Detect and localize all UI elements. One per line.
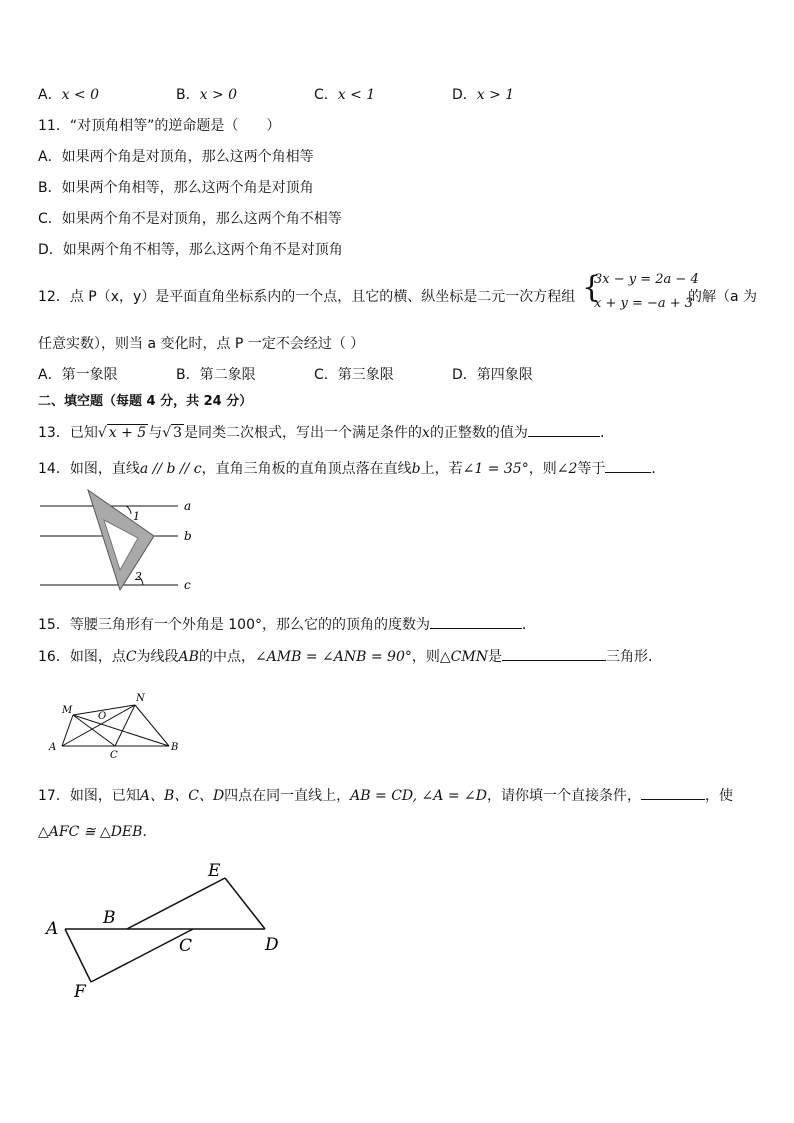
label-c: c — [184, 578, 191, 592]
q13: 13．已知√ x + 5 与√ 3 是同类二次根式，写出一个满足条件的x的正整数的值为 ． — [38, 422, 614, 442]
q12-option-d: D．第四象限 — [452, 367, 533, 383]
label-a: a — [184, 499, 192, 513]
q10-option-b: B．x > 0 — [176, 87, 238, 103]
label-angle-2: 2 — [135, 570, 142, 583]
line-ED — [225, 878, 265, 929]
q11-option-c: C．如果两个角不是对顶角，那么这两个角不相等 — [38, 211, 342, 227]
q17-line1: 17．如图，已知A、B、C、D四点在同一直线上，AB = CD, ∠A = ∠D，请你填一个直接条件， ，使 — [38, 785, 733, 805]
q17-answer-blank[interactable] — [641, 785, 705, 800]
label-B: B — [103, 908, 116, 928]
label-C: C — [110, 750, 118, 760]
label-A: A — [46, 919, 59, 939]
line-BE — [127, 878, 225, 929]
q10-option-c: C．x < 1 — [314, 87, 376, 103]
triangle-ruler-hole — [113, 534, 129, 550]
q13-sqrt-3: √ 3 — [162, 425, 183, 441]
q12-stem-a: 12．点 P（x，y）是平面直角坐标系内的一个点，且它的横、纵坐标是二元一次方程组 — [38, 289, 576, 305]
label-F: F — [74, 982, 86, 1002]
q17-figure — [36, 856, 296, 1006]
q12-brace: { — [582, 270, 602, 305]
label-E: E — [208, 861, 221, 881]
q12-option-a: A．第一象限 — [38, 367, 118, 383]
angle-1-arc — [126, 506, 131, 514]
q10-option-d: D．x > 1 — [452, 87, 515, 103]
q14-figure — [30, 484, 205, 594]
q15: 15．等腰三角形有一个外角是 100°，那么它的的顶角的度数为 ． — [38, 614, 536, 634]
label-b: b — [184, 529, 192, 543]
q16-answer-blank[interactable] — [502, 646, 606, 661]
q13-sqrt-x5: √ x + 5 — [97, 425, 147, 441]
q12-eq2: x + y = −a + 3 — [594, 296, 694, 311]
q14: 14．如图，直线a // b // c，直角三角板的直角顶点落在直线b上，若∠1 = 35°，则∠2等于 ． — [38, 458, 665, 478]
q11-option-d: D．如果两个角不相等，那么这两个角不是对顶角 — [38, 242, 343, 258]
q11-option-b: B．如果两个角相等，那么这两个角是对顶角 — [38, 180, 314, 196]
q11-stem: 11．“对顶角相等”的逆命题是（ ） — [38, 118, 281, 134]
q12-stem-b: 的解（a 为 — [688, 289, 758, 305]
label-M: M — [62, 705, 73, 716]
label-B: B — [171, 742, 179, 753]
label-A: A — [49, 742, 57, 753]
q17-line2: △AFC ≅ △DEB． — [38, 824, 157, 840]
q12-option-b: B．第二象限 — [176, 367, 256, 383]
q15-answer-blank[interactable] — [430, 614, 522, 629]
label-angle-1: 1 — [133, 510, 140, 523]
q14-answer-blank[interactable] — [605, 458, 651, 473]
line-AF — [65, 929, 91, 982]
q13-answer-blank[interactable] — [528, 422, 600, 437]
section-heading: 二、填空题（每题 4 分，共 24 分） — [38, 394, 253, 409]
q11-option-a: A．如果两个角是对顶角，那么这两个角相等 — [38, 149, 314, 165]
q10-option-a: A．x < 0 — [38, 87, 100, 103]
label-C: C — [179, 936, 193, 956]
label-N: N — [136, 693, 145, 704]
q16-figure — [44, 688, 184, 760]
line-FC — [91, 929, 193, 982]
q12-stem-c: 任意实数），则当 a 变化时，点 P 一定不会经过（ ） — [38, 336, 365, 352]
q12-eq1: 3x − y = 2a − 4 — [594, 272, 699, 287]
label-O: O — [98, 711, 107, 722]
q12-option-c: C．第三象限 — [314, 367, 394, 383]
label-D: D — [265, 935, 279, 955]
q16: 16．如图，点C为线段AB的中点，∠AMB = ∠ANB = 90°，则△CMN是 三角形． — [38, 646, 662, 666]
